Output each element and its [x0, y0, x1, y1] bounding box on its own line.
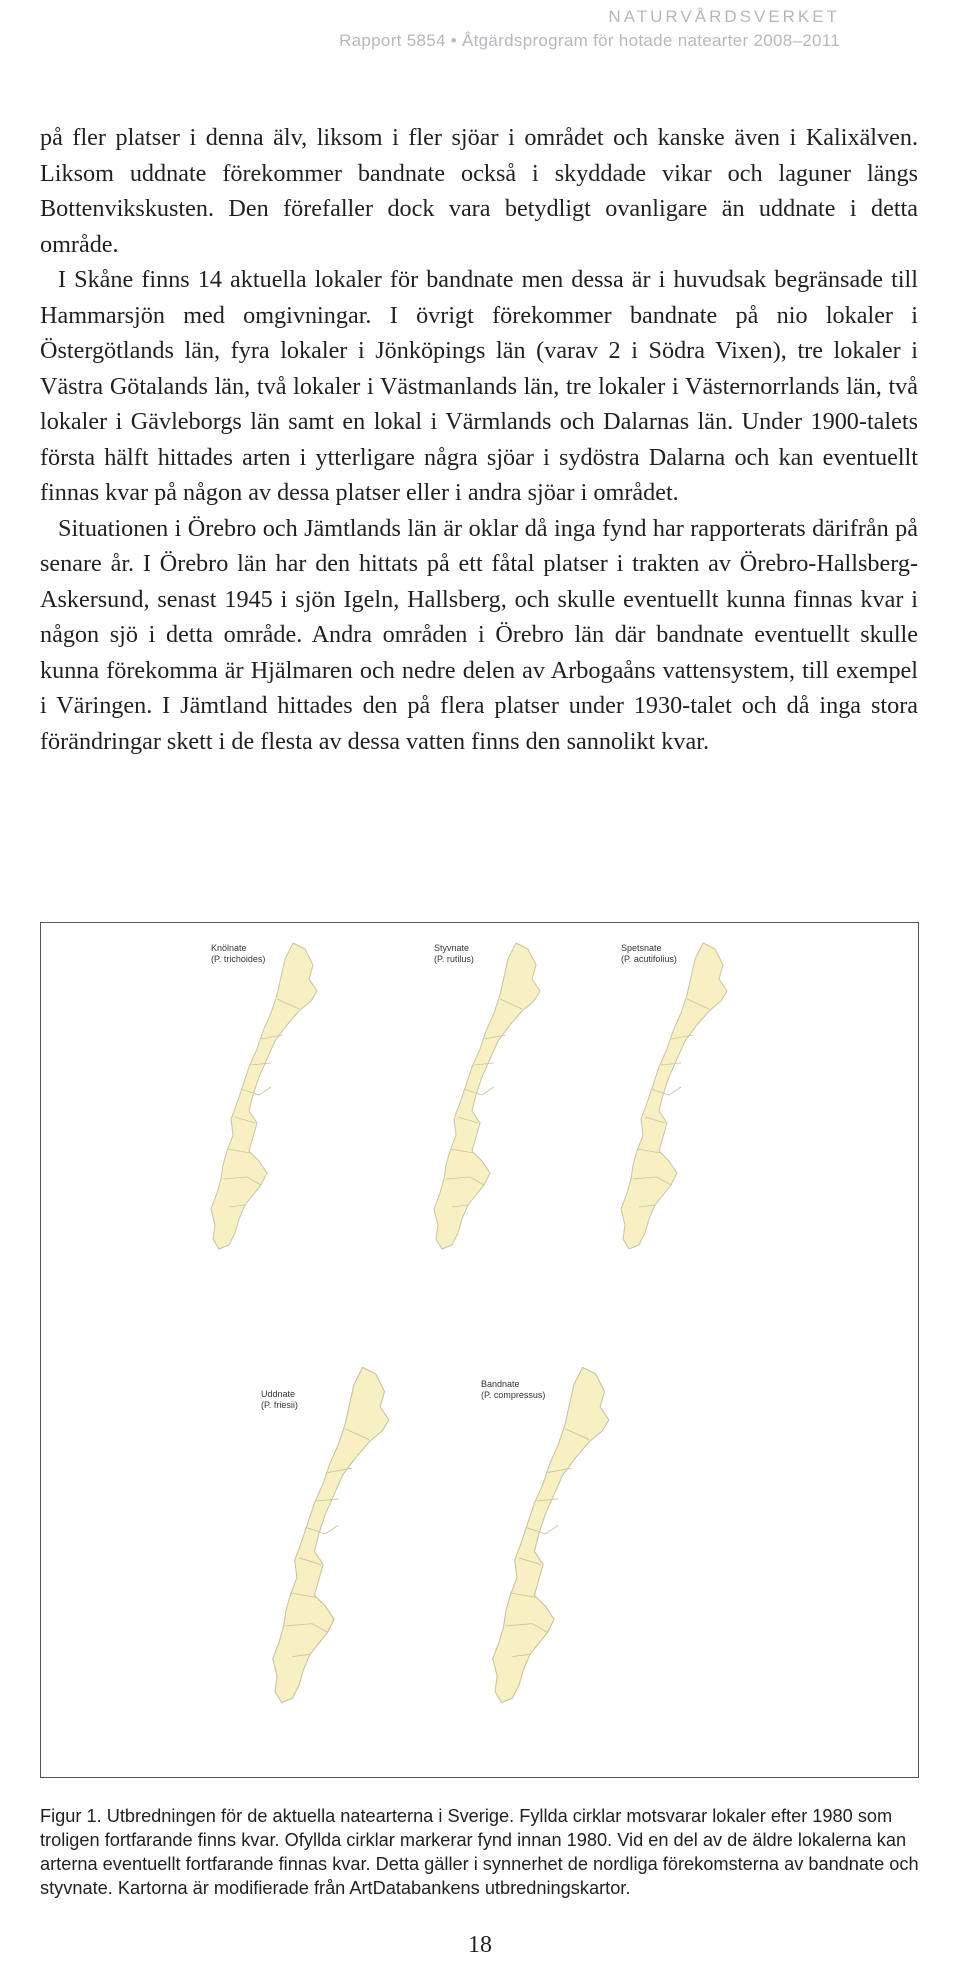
land-area: [273, 1367, 389, 1702]
species-latin: (P. acutifolius): [621, 954, 677, 964]
map-label: [261, 1389, 298, 1411]
header-report-title: Rapport 5854 • Åtgärdsprogram för hotade natearter 2008–2011: [339, 31, 840, 50]
sweden-map-shape: [201, 939, 341, 1254]
distribution-map: [476, 1363, 641, 1708]
sweden-map-shape: [424, 939, 564, 1254]
map-label: [434, 943, 474, 965]
map-label: [211, 943, 265, 965]
body-text: [40, 120, 918, 759]
sweden-map-shape: [476, 1363, 641, 1708]
paragraph: Situationen i Örebro och Jämtlands län är oklar då inga fynd har rapporterats därifrån på senare år. I Örebro län har den hittats på ett fåtal platser i trakten av Örebro-Hallsberg-Askersund, senast 1945 i sjön Igeln, Hallsberg, och skulle eventuellt kunna finnas kvar i någon sjö i detta område. Andra områden i Örebro län där bandnate eventuellt skulle kunna förekomma är Hjälmaren och nedre delen av Arbogaåns vattensystem, till exempel i Väringen. I Jämtland hittades den på flera platser under 1930-talet och då inga stora förändringar skett i de flesta av dessa vatten finns den sannolikt kvar.: [40, 514, 918, 755]
map-label: [621, 943, 677, 965]
header-organization: NATURVÅRDSVERKET: [608, 7, 840, 26]
species-name: Bandnate: [481, 1379, 520, 1389]
paragraph: I Skåne finns 14 aktuella lokaler för bandnate men dessa är i huvudsak begränsade till Hammarsjön med omgivningar. I övrigt förekommer bandnate på nio lokaler i Östergötlands län, fyra lokaler i Jönköpings län (varav 2 i Södra Vixen), tre lokaler i Västra Götalands län, två lokaler i Västmanlands län, tre lokaler i Västernorrlands län, två lokaler i Gävleborgs län samt en lokal i Värmlands och Dalarnas län. Under 1900-talets första hälft hittades arten i ytterligare några sjöar i sydöstra Dalarna och kan eventuellt finnas kvar på någon av dessa platser eller i andra sjöar i området.: [40, 266, 918, 506]
sweden-map-shape: [611, 939, 751, 1254]
species-name: Knölnate: [211, 943, 247, 953]
distribution-map: [424, 939, 564, 1254]
species-latin: (P. trichoides): [211, 954, 266, 964]
species-name: Uddnate: [261, 1389, 296, 1399]
paragraph: på fler platser i denna älv, liksom i fler sjöar i området och kanske även i Kalixälven. Liksom uddnate förekommer bandnate också i skyddade vikar och laguner längs Bottenvikskusten. Den förefaller dock vara betydligt ovanligare än uddnate i detta område.: [40, 124, 918, 258]
species-latin: (P. rutilus): [434, 954, 474, 964]
species-latin: (P. friesii): [261, 1400, 298, 1410]
species-name: Styvnate: [434, 943, 470, 953]
land-area: [211, 943, 317, 1249]
figure-caption: Figur 1. Utbredningen för de aktuella natearterna i Sverige. Fyllda cirklar motsvarar lokaler efter 1980 som troligen fortfarande finns kvar. Ofyllda cirklar markerar fynd innan 1980. Vid en del av de äldre lokalerna kan arterna eventuellt fortfarande finnas kvar. Detta gäller i synnerhet de nordliga förekomsterna av bandnate och styvnate. Kartorna är modifierade från ArtDatabankens utbredningskartor.: [40, 1806, 919, 1898]
page-number: 18: [468, 1932, 492, 1958]
land-area: [434, 943, 540, 1249]
land-area: [493, 1367, 609, 1702]
map-label: [481, 1379, 545, 1401]
distribution-map: [256, 1363, 421, 1708]
distribution-map: [611, 939, 751, 1254]
distribution-map: [201, 939, 341, 1254]
species-name: Spetsnate: [621, 943, 662, 953]
species-latin: (P. compressus): [481, 1390, 546, 1400]
sweden-map-shape: [256, 1363, 421, 1708]
land-area: [621, 943, 727, 1249]
running-header: [339, 6, 840, 54]
figure-frame: [40, 922, 919, 1778]
